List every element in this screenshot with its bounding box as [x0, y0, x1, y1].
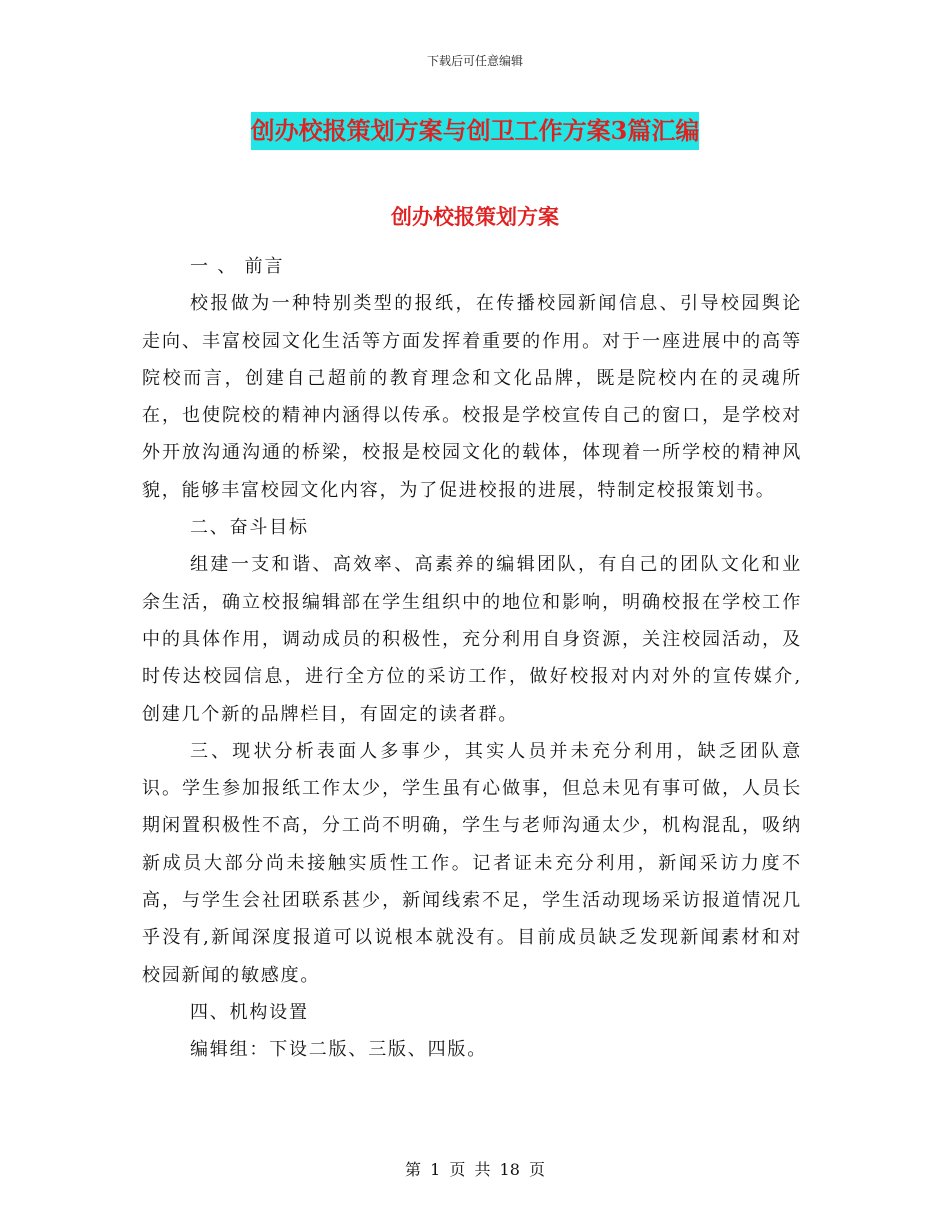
header-note: 下载后可任意编辑 — [426, 54, 523, 68]
paragraph-goals: 组建一支和谐、高效率、高素养的编辑团队，有自己的团队文化和业余生活，确立校报编辑部在学生组织中的地位和影响，明确校报在学校工作中的具体作用，调动成员的积极性，充分利用自身资源，关注校园活动，及时传达校园信息，进行全方位的采访工作，做好校报对内对外的宣传媒介,创建几个新的品牌栏目，有固定的读者群。 — [142, 554, 802, 725]
paragraph-editing-group: 编辑组：下设二版、三版、四版。 — [190, 1039, 487, 1061]
heading-organization: 四、机构设置 — [190, 1001, 309, 1023]
document-title: 创办校报策划方案与创卫工作方案3篇汇编 — [251, 112, 700, 150]
heading-preface: 一 、 前言 — [190, 256, 285, 277]
document-body — [142, 248, 802, 1069]
heading-goals: 二、奋斗目标 — [190, 517, 309, 539]
document-title-container — [0, 112, 950, 150]
section-title: 创办校报策划方案 — [391, 204, 559, 229]
paragraph-preface: 校报做为一种特别类型的报纸，在传播校园新闻信息、引导校园舆论走向、丰富校园文化生活等方面发挥着重要的作用。对于一座进展中的高等院校而言，创建自己超前的教育理念和文化品牌，既是院校内在的灵魂所在，也使院校的精神内涵得以传承。校报是学校宣传自己的窗口，是学校对外开放沟通沟通的桥梁，校报是校园文化的载体，体现着一所学校的精神风貌，能够丰富校园文化内容，为了促进校报的进展，特制定校报策划书。 — [142, 293, 802, 501]
paragraph-status-analysis: 三、现状分析表面人多事少，其实人员并未充分利用，缺乏团队意识。学生参加报纸工作太少，学生虽有心做事，但总未见有事可做，人员长期闲置积极性不高，分工尚不明确，学生与老师沟通太少，机构混乱，吸纳新成员大部分尚未接触实质性工作。记者证未充分利用，新闻采访力度不高，与学生会社团联系甚少，新闻线索不足，学生活动现场采访报道情况几乎没有,新闻深度报道可以说根本就没有。目前成员缺乏发现新闻素材和对校园新闻的敏感度。 — [142, 740, 802, 986]
page-number: 第 1 页 共 18 页 — [405, 1160, 545, 1179]
